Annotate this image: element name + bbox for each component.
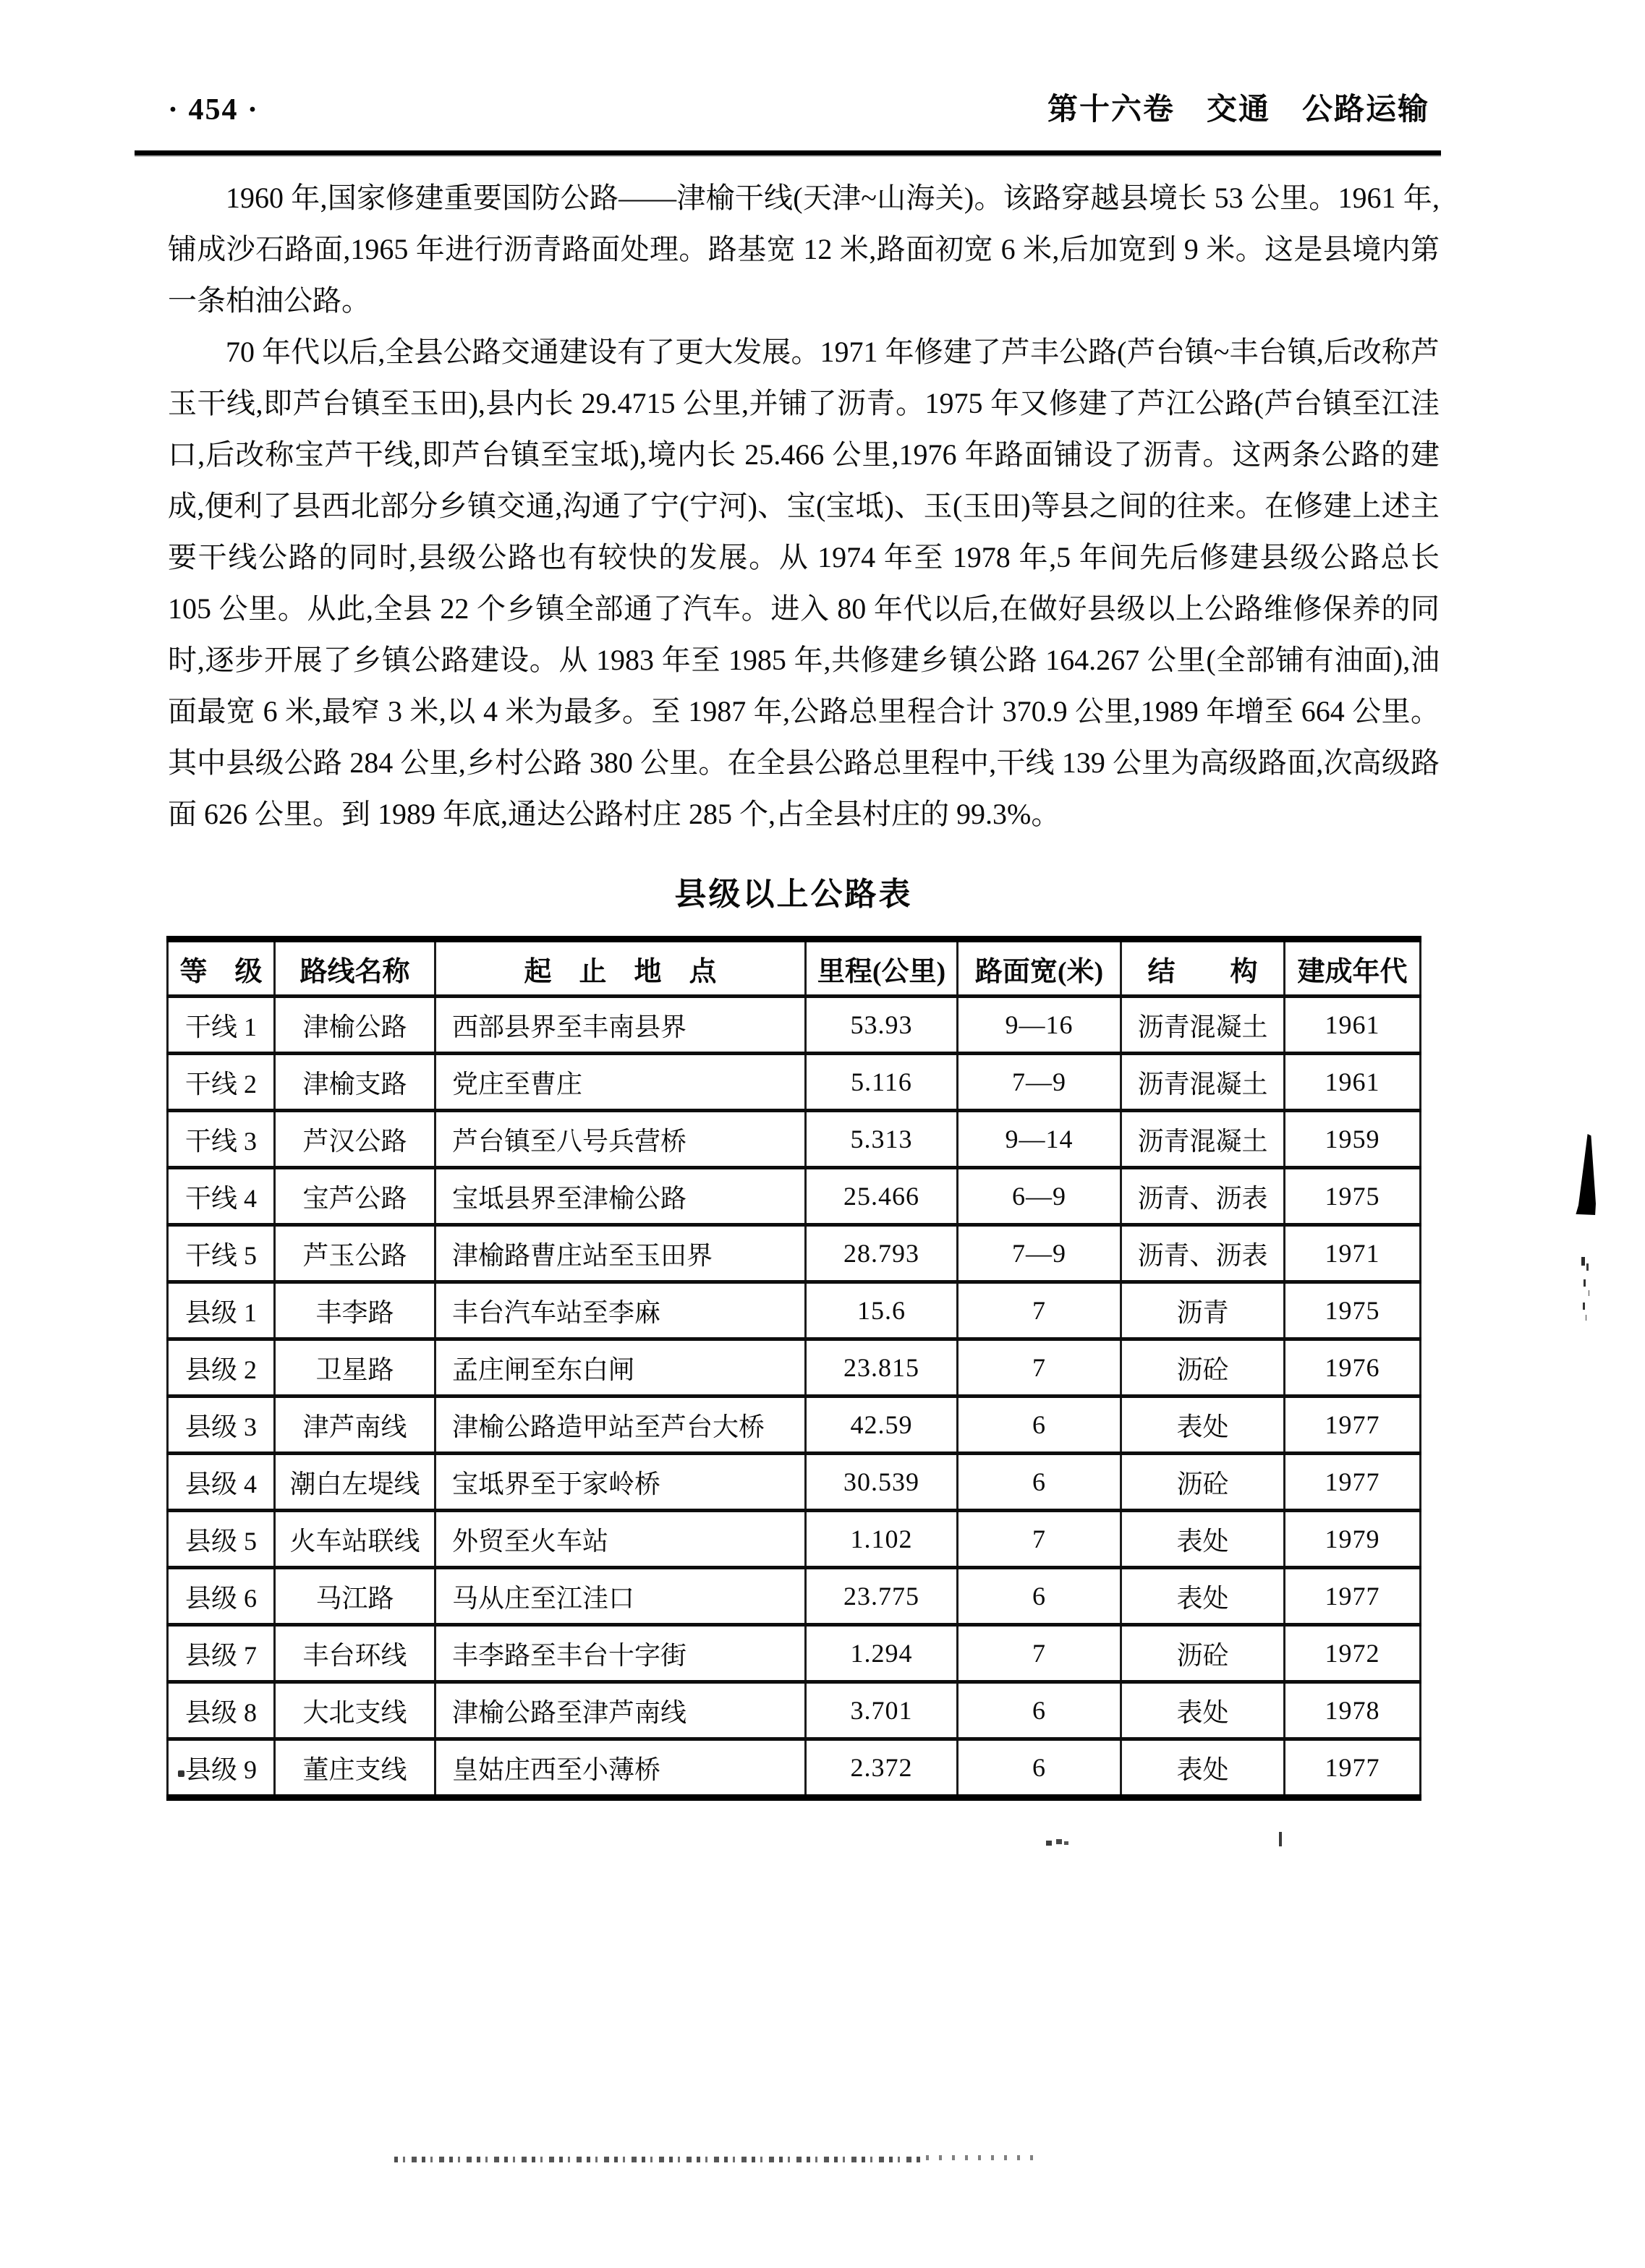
cell-year-built: 1977 xyxy=(1285,1454,1421,1511)
cell-structure: 表处 xyxy=(1121,1568,1285,1625)
cell-width: 6 xyxy=(958,1397,1121,1454)
page-number: · 454 · xyxy=(168,93,260,127)
cell-width: 9—14 xyxy=(958,1111,1121,1168)
cell-structure: 沥青混凝土 xyxy=(1121,997,1285,1054)
scan-artifact-bottom-speckle xyxy=(394,2157,922,2162)
cell-structure: 沥青、沥表 xyxy=(1121,1168,1285,1225)
cell-grade: 干线 3 xyxy=(168,1111,275,1168)
cell-route-name: 芦汉公路 xyxy=(275,1111,435,1168)
table-row xyxy=(168,1625,1421,1682)
table-row xyxy=(168,1225,1421,1282)
cell-endpoints: 津榆公路造甲站至芦台大桥 xyxy=(435,1397,806,1454)
table-row xyxy=(168,1511,1421,1568)
cell-width: 6 xyxy=(958,1454,1121,1511)
col-header-route-name: 路线名称 xyxy=(275,939,435,997)
col-header-mileage: 里程(公里) xyxy=(806,939,958,997)
cell-route-name: 芦玉公路 xyxy=(275,1225,435,1282)
cell-grade: 干线 1 xyxy=(168,997,275,1054)
cell-mileage: 1.294 xyxy=(806,1625,958,1682)
paragraph-1: 1960 年,国家修建重要国防公路——津榆干线(天津~山海关)。该路穿越县境长 53 公里。1961 年,铺成沙石路面,1965 年进行沥青路面处理。路基宽 12 米,路面初宽 6 米,后加宽到 9 米。这是县境内第一条柏油公路。 xyxy=(168,182,1440,317)
cell-grade: 县级 8 xyxy=(168,1682,275,1739)
cell-mileage: 5.116 xyxy=(806,1054,958,1111)
chapter-title: 第十六卷 交通 公路运输 xyxy=(1047,93,1429,127)
cell-mileage: 25.466 xyxy=(806,1168,958,1225)
paragraph-2: 70 年代以后,全县公路交通建设有了更大发展。1971 年修建了芦丰公路(芦台镇~丰台镇,后改称芦玉干线,即芦台镇至玉田),县内长 29.4715 公里,并铺了沥青。1975 年又修建了芦江公路(芦台镇至江洼口,后改称宝芦干线,即芦台镇至宝坻),境内长 25.466 公里,1976 年路面铺设了沥青。这两条公路的建成,便利了县西北部分乡镇交通,沟通了宁(宁河)、宝(宝坻)、玉(玉田)等县之间的往来。在修建上述主要干线公路的同时,县级公路也有较快的发展。从 1974 年至 1978 年,5 年间先后修建县级公路总长 105 公里。从此,全县 22 个乡镇全部通了汽车。进入 80 年代以后,在做好县级以上公路维修保养的同时,逐步开展了乡镇公路建设。从 1983 年至 1985 年,共修建乡镇公路 164.267 公里(全部铺有油面),油面最宽 6 米,最窄 3 米,以 4 米为最多。至 1987 年,公路总里程合计 370.9 公里,1989 年增至 664 公里。其中县级公路 284 公里,乡村公路 380 公里。在全县公路总里程中,干线 139 公里为高级路面,次高级路面 626 公里。到 1989 年底,通达公路村庄 285 个,占全县村庄的 99.3%。 xyxy=(168,336,1440,830)
cell-structure: 沥砼 xyxy=(1121,1339,1285,1397)
cell-width: 7 xyxy=(958,1511,1121,1568)
cell-structure: 沥青混凝土 xyxy=(1121,1111,1285,1168)
cell-mileage: 23.815 xyxy=(806,1339,958,1397)
cell-endpoints: 孟庄闸至东白闸 xyxy=(435,1339,806,1397)
cell-year-built: 1977 xyxy=(1285,1568,1421,1625)
cell-endpoints: 芦台镇至八号兵营桥 xyxy=(435,1111,806,1168)
col-header-endpoints: 起 止 地 点 xyxy=(435,939,806,997)
cell-route-name: 卫星路 xyxy=(275,1339,435,1397)
cell-width: 7 xyxy=(958,1282,1121,1339)
cell-mileage: 5.313 xyxy=(806,1111,958,1168)
table-row xyxy=(168,997,1421,1054)
cell-mileage: 23.775 xyxy=(806,1568,958,1625)
cell-year-built: 1959 xyxy=(1285,1111,1421,1168)
cell-grade: 县级 9 xyxy=(168,1739,275,1798)
cell-structure: 沥青 xyxy=(1121,1282,1285,1339)
cell-endpoints: 宝坻界至于家岭桥 xyxy=(435,1454,806,1511)
cell-grade: 县级 6 xyxy=(168,1568,275,1625)
cell-year-built: 1976 xyxy=(1285,1339,1421,1397)
table-header-row xyxy=(168,939,1421,997)
cell-grade: 干线 5 xyxy=(168,1225,275,1282)
cell-route-name: 丰台环线 xyxy=(275,1625,435,1682)
cell-endpoints: 马从庄至江洼口 xyxy=(435,1568,806,1625)
cell-route-name: 丰李路 xyxy=(275,1282,435,1339)
cell-route-name: 宝芦公路 xyxy=(275,1168,435,1225)
table-row xyxy=(168,1454,1421,1511)
cell-width: 6 xyxy=(958,1568,1121,1625)
scan-artifact-bottom-speckle-tail xyxy=(926,2155,1034,2160)
table-row xyxy=(168,1568,1421,1625)
cell-year-built: 1961 xyxy=(1285,997,1421,1054)
cell-structure: 表处 xyxy=(1121,1397,1285,1454)
scan-artifact-tick xyxy=(1279,1832,1282,1846)
cell-grade: 县级 7 xyxy=(168,1625,275,1682)
cell-year-built: 1972 xyxy=(1285,1625,1421,1682)
cell-width: 7 xyxy=(958,1339,1121,1397)
cell-structure: 表处 xyxy=(1121,1739,1285,1798)
cell-structure: 沥青混凝土 xyxy=(1121,1054,1285,1111)
scan-artifact-dots xyxy=(1046,1841,1052,1846)
table-row xyxy=(168,1397,1421,1454)
table-row xyxy=(168,1282,1421,1339)
cell-endpoints: 宝坻县界至津榆公路 xyxy=(435,1168,806,1225)
cell-grade: 县级 5 xyxy=(168,1511,275,1568)
county-roads-table xyxy=(166,936,1421,1801)
body-text xyxy=(168,172,1440,840)
cell-grade: 县级 1 xyxy=(168,1282,275,1339)
col-header-year-built: 建成年代 xyxy=(1285,939,1421,997)
cell-structure: 沥青、沥表 xyxy=(1121,1225,1285,1282)
cell-mileage: 28.793 xyxy=(806,1225,958,1282)
cell-year-built: 1977 xyxy=(1285,1397,1421,1454)
cell-structure: 沥砼 xyxy=(1121,1625,1285,1682)
cell-width: 7—9 xyxy=(958,1225,1121,1282)
running-head xyxy=(168,85,1429,129)
cell-width: 7—9 xyxy=(958,1054,1121,1111)
cell-route-name: 津榆支路 xyxy=(275,1054,435,1111)
cell-route-name: 潮白左堤线 xyxy=(275,1454,435,1511)
cell-route-name: 津榆公路 xyxy=(275,997,435,1054)
cell-year-built: 1978 xyxy=(1285,1682,1421,1739)
cell-width: 6 xyxy=(958,1682,1121,1739)
cell-year-built: 1977 xyxy=(1285,1739,1421,1798)
table-row xyxy=(168,1339,1421,1397)
cell-route-name: 大北支线 xyxy=(275,1682,435,1739)
table-row xyxy=(168,1682,1421,1739)
cell-year-built: 1975 xyxy=(1285,1168,1421,1225)
cell-grade: 干线 4 xyxy=(168,1168,275,1225)
cell-width: 9—16 xyxy=(958,997,1121,1054)
cell-mileage: 30.539 xyxy=(806,1454,958,1511)
cell-endpoints: 丰李路至丰台十字街 xyxy=(435,1625,806,1682)
cell-route-name: 津芦南线 xyxy=(275,1397,435,1454)
cell-endpoints: 丰台汽车站至李麻 xyxy=(435,1282,806,1339)
cell-endpoints: 津榆公路至津芦南线 xyxy=(435,1682,806,1739)
scan-artifact-margin-smudge xyxy=(1581,1257,1585,1266)
cell-year-built: 1971 xyxy=(1285,1225,1421,1282)
col-header-width: 路面宽(米) xyxy=(958,939,1121,997)
col-header-structure: 结 构 xyxy=(1121,939,1285,997)
table-row xyxy=(168,1054,1421,1111)
cell-endpoints: 皇姑庄西至小薄桥 xyxy=(435,1739,806,1798)
cell-structure: 表处 xyxy=(1121,1511,1285,1568)
cell-structure: 表处 xyxy=(1121,1682,1285,1739)
cell-endpoints: 外贸至火车站 xyxy=(435,1511,806,1568)
cell-mileage: 1.102 xyxy=(806,1511,958,1568)
header-rule xyxy=(135,150,1441,155)
cell-year-built: 1979 xyxy=(1285,1511,1421,1568)
table-title: 县级以上公路表 xyxy=(674,877,913,912)
col-header-grade: 等 级 xyxy=(168,939,275,997)
cell-mileage: 53.93 xyxy=(806,997,958,1054)
table-row xyxy=(168,1168,1421,1225)
cell-mileage: 42.59 xyxy=(806,1397,958,1454)
cell-mileage: 15.6 xyxy=(806,1282,958,1339)
table-row xyxy=(168,1739,1421,1798)
cell-grade: 县级 2 xyxy=(168,1339,275,1397)
cell-width: 6 xyxy=(958,1739,1121,1798)
cell-endpoints: 党庄至曹庄 xyxy=(435,1054,806,1111)
cell-endpoints: 西部县界至丰南县界 xyxy=(435,997,806,1054)
cell-structure: 沥砼 xyxy=(1121,1454,1285,1511)
cell-route-name: 董庄支线 xyxy=(275,1739,435,1798)
cell-route-name: 马江路 xyxy=(275,1568,435,1625)
scan-artifact-left-dot xyxy=(178,1770,184,1777)
cell-year-built: 1975 xyxy=(1285,1282,1421,1339)
cell-route-name: 火车站联线 xyxy=(275,1511,435,1568)
cell-grade: 县级 4 xyxy=(168,1454,275,1511)
cell-mileage: 3.701 xyxy=(806,1682,958,1739)
cell-mileage: 2.372 xyxy=(806,1739,958,1798)
cell-width: 6—9 xyxy=(958,1168,1121,1225)
scan-artifact-ink-blob xyxy=(1574,1134,1596,1215)
table-row xyxy=(168,1111,1421,1168)
cell-grade: 县级 3 xyxy=(168,1397,275,1454)
cell-width: 7 xyxy=(958,1625,1121,1682)
cell-grade: 干线 2 xyxy=(168,1054,275,1111)
cell-year-built: 1961 xyxy=(1285,1054,1421,1111)
cell-endpoints: 津榆路曹庄站至玉田界 xyxy=(435,1225,806,1282)
